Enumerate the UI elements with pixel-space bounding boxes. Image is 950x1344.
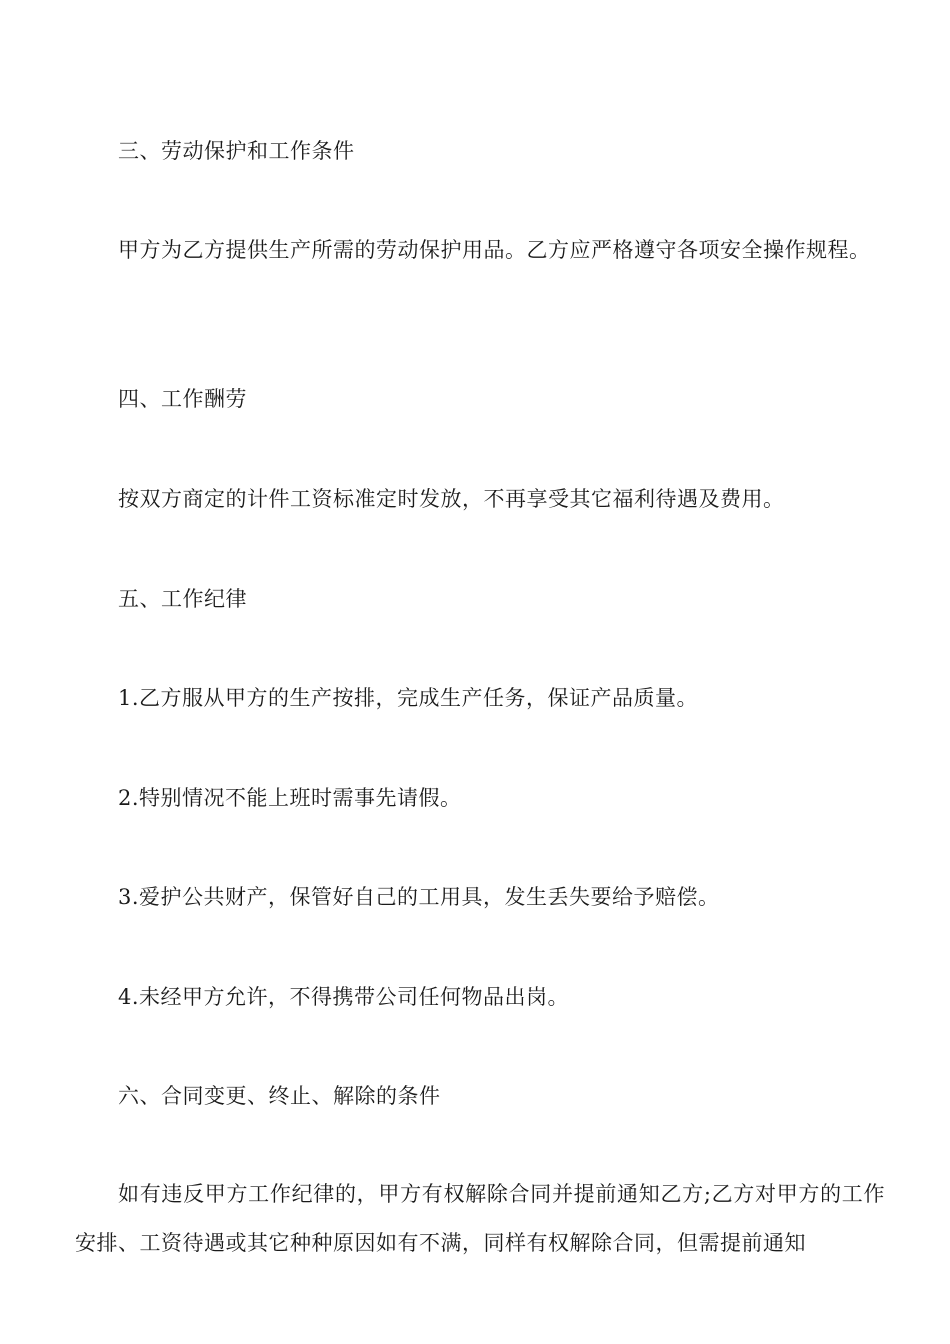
section-5-item-4: 4.未经甲方允许，不得携带公司任何物品出岗。	[118, 985, 570, 1009]
section-5-item-3: 3.爱护公共财产，保管好自己的工用具，发生丢失要给予赔偿。	[118, 885, 720, 909]
section-4-heading: 四、工作酬劳	[118, 387, 247, 411]
section-6-body: 如有违反甲方工作纪律的，甲方有权解除合同并提前通知乙方;乙方对甲方的工作安排、工资待遇或其它种种原因如有不满，同样有权解除合同，但需提前通知	[75, 1182, 885, 1255]
section-4-body: 按双方商定的计件工资标准定时发放，不再享受其它福利待遇及费用。	[118, 487, 785, 511]
section-3-body: 甲方为乙方提供生产所需的劳动保护用品。乙方应严格遵守各项安全操作规程。	[118, 238, 871, 262]
section-5-item-1: 1.乙方服从甲方的生产按排，完成生产任务，保证产品质量。	[118, 686, 699, 710]
section-3-heading: 三、劳动保护和工作条件	[118, 139, 355, 163]
section-5-heading: 五、工作纪律	[118, 587, 247, 611]
section-6-heading: 六、合同变更、终止、解除的条件	[118, 1084, 441, 1108]
section-5-item-2: 2.特别情况不能上班时需事先请假。	[118, 786, 462, 810]
